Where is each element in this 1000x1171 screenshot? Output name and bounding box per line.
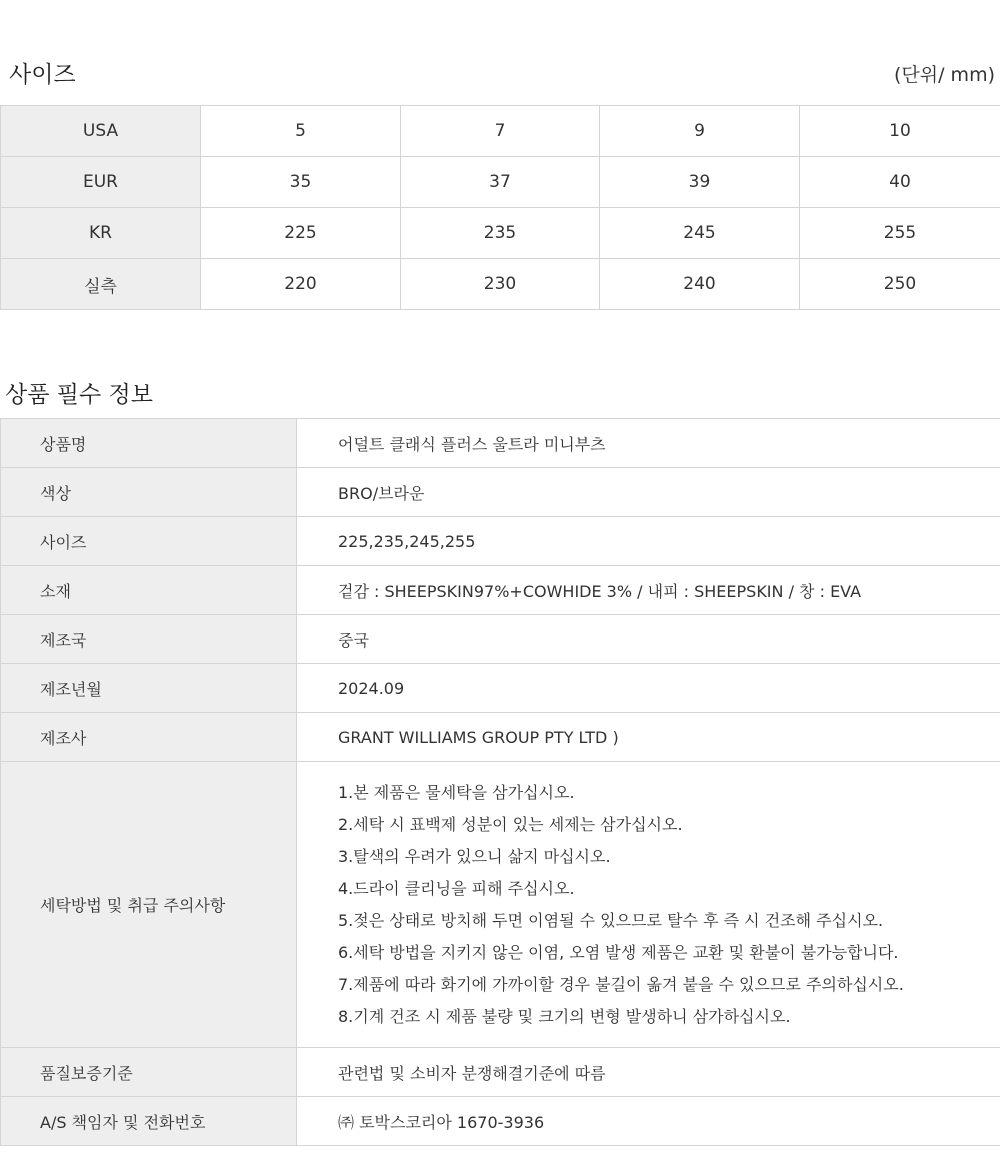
info-value: 2024.09	[297, 664, 1000, 713]
info-value: 어덜트 클래식 플러스 울트라 미니부츠	[297, 419, 1000, 468]
size-cell: 255	[800, 208, 1000, 259]
care-item: 8.기계 건조 시 제품 불량 및 크기의 변형 발생하니 삼가하십시오.	[338, 1006, 791, 1026]
info-row-quality-guarantee	[1, 1048, 1000, 1097]
info-row-material	[1, 566, 1000, 615]
info-row-size	[1, 517, 1000, 566]
size-cell: 250	[800, 259, 1000, 310]
info-row-manufacturer	[1, 713, 1000, 762]
size-cell: 40	[800, 157, 1000, 208]
size-row-kr	[1, 208, 1000, 259]
info-row-color	[1, 468, 1000, 517]
info-label: A/S 책임자 및 전화번호	[1, 1097, 297, 1146]
size-unit-label: (단위/ mm)	[894, 64, 995, 86]
size-cell: 10	[800, 106, 1000, 157]
info-value: ㈜ 토박스코리아 1670-3936	[297, 1097, 1000, 1146]
info-row-as-contact	[1, 1097, 1000, 1146]
info-label: 사이즈	[1, 517, 297, 566]
info-label: 제조국	[1, 615, 297, 664]
care-instructions	[297, 762, 1000, 1048]
info-row-product-name	[1, 419, 1000, 468]
size-cell: 245	[600, 208, 800, 259]
info-row-manufacture-date	[1, 664, 1000, 713]
size-section-header	[0, 52, 1000, 92]
info-label: 제조사	[1, 713, 297, 762]
product-info-title: 상품 필수 정보	[5, 382, 153, 408]
info-label: 색상	[1, 468, 297, 517]
size-cell: 39	[600, 157, 800, 208]
info-label: 상품명	[1, 419, 297, 468]
size-row-eur	[1, 157, 1000, 208]
size-section-title: 사이즈	[9, 62, 76, 88]
care-list	[338, 777, 1000, 1033]
size-cell: 7	[401, 106, 600, 157]
size-table	[0, 105, 1000, 310]
care-item: 3.탈색의 우려가 있으니 삶지 마십시오.	[338, 846, 611, 866]
size-row-label: USA	[1, 106, 201, 157]
size-row-measured	[1, 259, 1000, 310]
size-cell: 35	[201, 157, 401, 208]
size-cell: 240	[600, 259, 800, 310]
size-cell: 9	[600, 106, 800, 157]
info-value: GRANT WILLIAMS GROUP PTY LTD )	[297, 713, 1000, 762]
care-item: 6.세탁 방법을 지키지 않은 이염, 오염 발생 제품은 교환 및 환불이 불가능합니다.	[338, 942, 899, 962]
size-row-usa	[1, 106, 1000, 157]
info-value: BRO/브라운	[297, 468, 1000, 517]
info-value: 겉감 : SHEEPSKIN97%+COWHIDE 3% / 내피 : SHEEPSKIN / 창 : EVA	[297, 566, 1000, 615]
size-cell: 37	[401, 157, 600, 208]
size-cell: 235	[401, 208, 600, 259]
size-row-label: EUR	[1, 157, 201, 208]
size-cell: 225	[201, 208, 401, 259]
size-row-label: KR	[1, 208, 201, 259]
info-row-care	[1, 762, 1000, 1048]
info-label: 제조년월	[1, 664, 297, 713]
size-cell: 230	[401, 259, 600, 310]
care-item: 7.제품에 따라 화기에 가까이할 경우 불길이 옮겨 붙을 수 있으므로 주의하십시오.	[338, 974, 904, 994]
info-label: 품질보증기준	[1, 1048, 297, 1097]
info-row-country	[1, 615, 1000, 664]
size-row-label: 실측	[1, 259, 201, 310]
product-info-table	[0, 418, 1000, 1146]
info-value: 중국	[297, 615, 1000, 664]
care-item: 5.젖은 상태로 방치해 두면 이염될 수 있으므로 탈수 후 즉 시 건조해 주십시오.	[338, 910, 884, 930]
info-label: 소재	[1, 566, 297, 615]
size-cell: 5	[201, 106, 401, 157]
care-item: 4.드라이 클리닝을 피해 주십시오.	[338, 878, 575, 898]
care-item: 2.세탁 시 표백제 성분이 있는 세제는 삼가십시오.	[338, 814, 683, 834]
info-value: 관련법 및 소비자 분쟁해결기준에 따름	[297, 1048, 1000, 1097]
info-label: 세탁방법 및 취급 주의사항	[1, 762, 297, 1048]
care-item: 1.본 제품은 물세탁을 삼가십시오.	[338, 782, 575, 802]
size-cell: 220	[201, 259, 401, 310]
info-value: 225,235,245,255	[297, 517, 1000, 566]
